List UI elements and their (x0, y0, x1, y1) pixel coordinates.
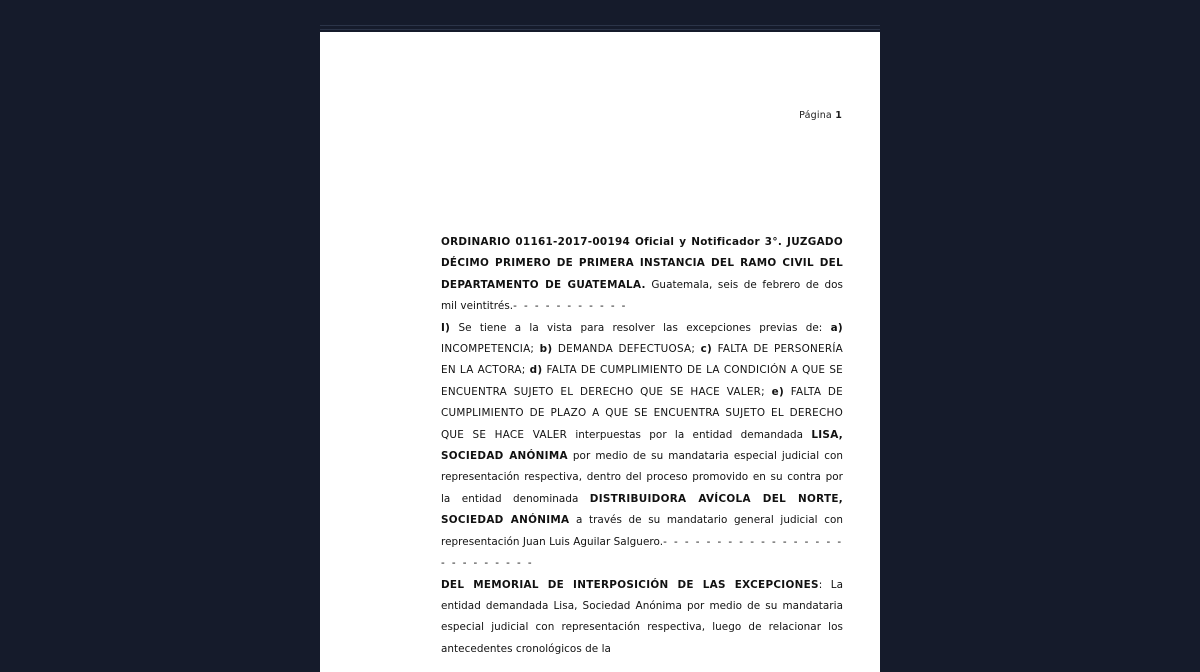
text-run-bold: I) (441, 321, 451, 334)
text-run: interpuestas por la entidad demandada (567, 428, 812, 441)
text-run-uppercase: FALTA DE CUMPLIMIENTO DE PLAZO A QUE SE ENCUENTRA SUJETO EL DERECHO QUE SE HACE VALER (441, 385, 844, 441)
page-stack-line-second (320, 29, 880, 30)
paragraph-encabezado (441, 232, 843, 318)
paragraph-punto-uno (441, 318, 843, 575)
text-run-uppercase: FALTA DE PERSONERÍA EN LA ACTORA; (441, 343, 844, 377)
text-run: por medio de su mandataria especial judicial con representación respectiva, dentro del proceso promovido en su contra por la entidad denominada (441, 450, 843, 505)
text-run-bold: c) (700, 343, 713, 356)
text-run-bold: LISA, SOCIEDAD ANÓNIMA (441, 428, 843, 463)
text-run: Guatemala, seis de febrero de dos mil veintitrés. (441, 278, 843, 313)
text-run-uppercase: FALTA DE CUMPLIMIENTO DE LA CONDICIÓN A QUE SE ENCUENTRA SUJETO EL DERECHO QUE SE HACE VALER; (441, 364, 843, 398)
text-run-bold: e) (771, 385, 785, 398)
paragraph-memorial (441, 575, 843, 661)
text-run-bold: d) (529, 364, 543, 377)
text-run-bold: ORDINARIO 01161-2017-00194 Oficial y Notificador 3°. JUZGADO DÉCIMO PRIMERO DE PRIMERA INSTANCIA DEL RAMO CIVIL DEL DEPARTAMENTO DE GUATEMALA. (441, 236, 843, 291)
text-run-bold: DISTRIBUIDORA AVÍCOLA DEL NORTE, SOCIEDAD ANÓNIMA (441, 492, 843, 527)
text-run-bold: b) (539, 343, 553, 356)
page-number-value: 1 (835, 110, 842, 121)
text-run: a través de su mandatario general judicial con representación Juan Luis Aguilar Salguero. (441, 514, 843, 548)
text-run-dash-filler: - - - - - - - - - - - (513, 300, 628, 313)
text-run: Se tiene a la vista para resolver las excepciones previas de: (450, 321, 831, 334)
page-stack-line-top (320, 25, 880, 26)
text-run-uppercase: DEMANDA DEFECTUOSA; (552, 343, 701, 356)
text-run: : La entidad demandada Lisa, Sociedad Anónima por medio de su mandataria especial judicial con representación respectiva, luego de relacionar los antecedentes cronológicos de la (441, 578, 843, 655)
text-run-dash-filler: - - - - - - - - - - - - - - - - - - - - - - - - - - (441, 535, 843, 570)
page-number-prefix: Página (799, 110, 832, 121)
text-run-uppercase: INCOMPETENCIA; (441, 343, 540, 356)
document-body (441, 232, 843, 660)
page-number-label (799, 110, 842, 121)
text-run-bold: a) (830, 321, 843, 334)
document-page (320, 32, 880, 672)
text-run-bold: DEL MEMORIAL DE INTERPOSICIÓN DE LAS EXCEPCIONES (441, 578, 819, 591)
